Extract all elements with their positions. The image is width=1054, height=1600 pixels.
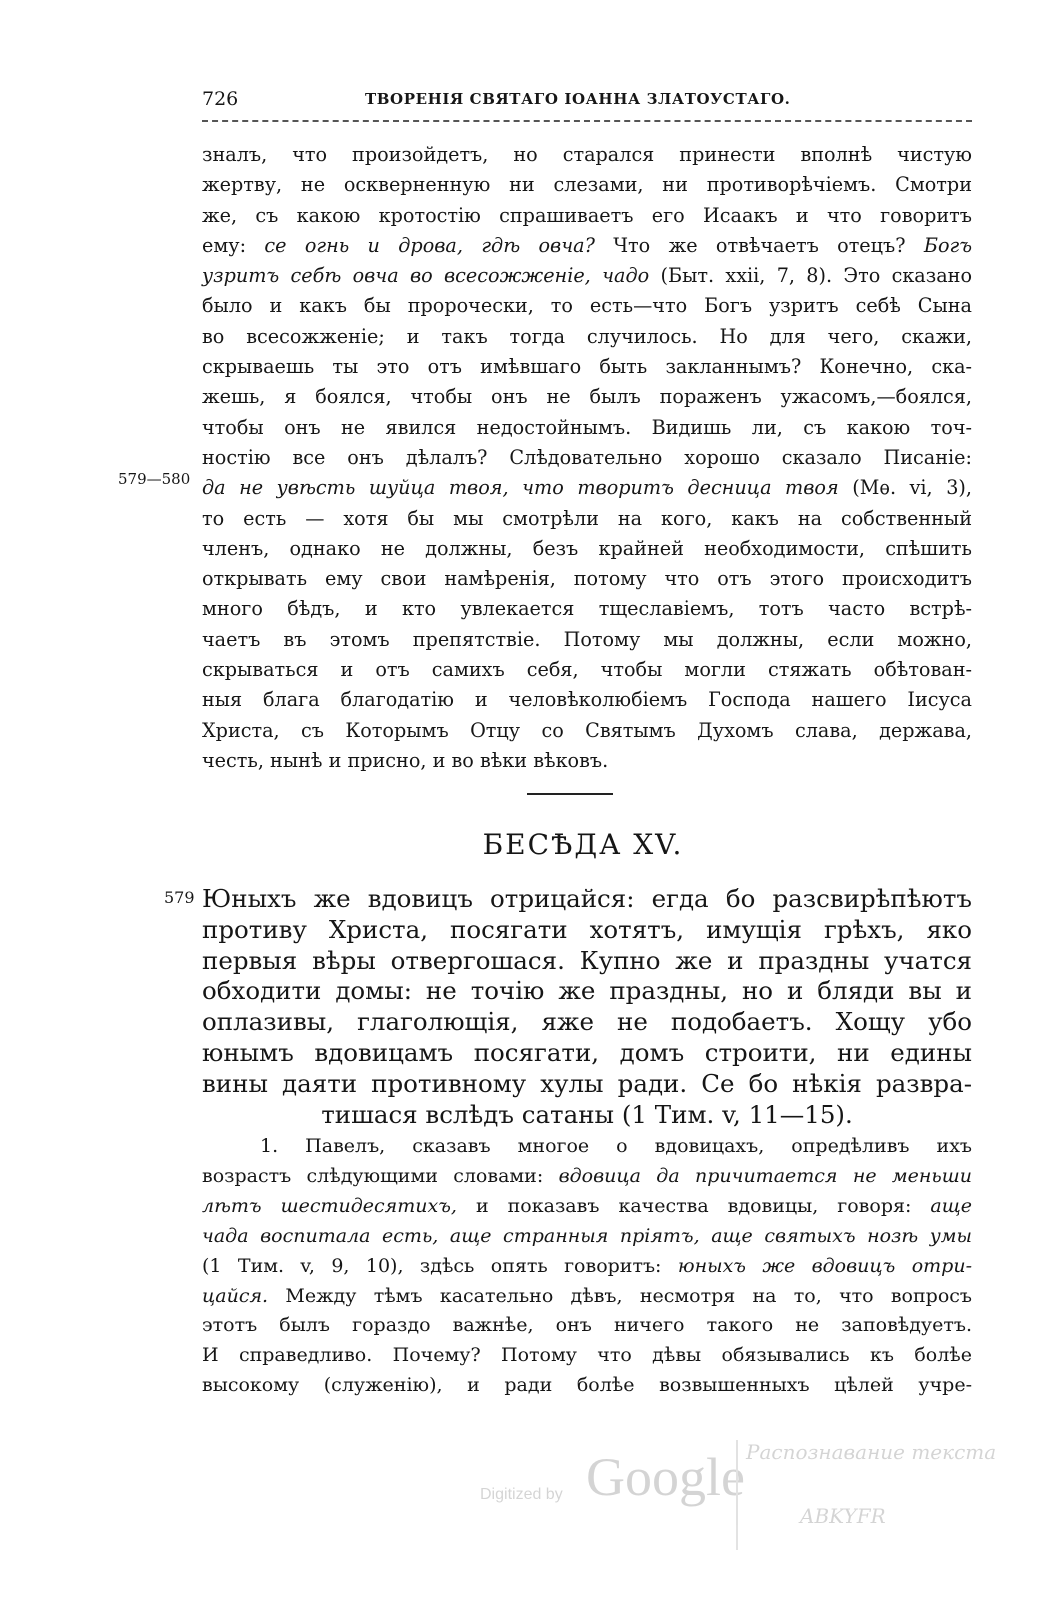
section-title-text: БЕСѢДА XV. [482, 828, 684, 861]
text-line [202, 685, 972, 715]
text-run: И справедливо. Почему? Потому что дѣвы обязывались къ болѣе [202, 1344, 972, 1367]
italic-quote: се огнь и дрова, гдѣ овча? [264, 233, 595, 257]
text-line [202, 746, 972, 776]
text-line [202, 1311, 972, 1341]
italic-quote: Богъ [923, 233, 972, 257]
margin-note-ref-2: 579 [164, 888, 195, 907]
text-run: этотъ былъ гораздо важнѣе, онъ ничего такого не заповѣдуетъ. [202, 1314, 972, 1337]
text-run: (1 Тим. v, 9, 10), здѣсь опять говоритъ: [202, 1254, 678, 1277]
text-line [202, 594, 972, 624]
text-line [202, 170, 972, 200]
text-line [202, 976, 972, 1007]
text-run: во всесожженіе; и такъ тогда случилось. Но для чего, скажи, [202, 324, 972, 348]
text-line [202, 946, 972, 977]
text-line [202, 884, 972, 915]
text-line [202, 140, 972, 170]
text-run: зналъ, что произойдетъ, но старался принести вполнѣ чистую [202, 143, 972, 166]
text-line [202, 1341, 972, 1371]
text-run: ностію все онъ дѣлалъ? Слѣдовательно хорошо сказало Писаніе: [202, 445, 972, 469]
watermark-divider [736, 1440, 738, 1550]
text-run: жертву, не оскверненную ни слезами, ни противорѣчіемъ. Смотри [202, 173, 972, 197]
text-line [202, 1162, 972, 1192]
text-line [202, 473, 972, 503]
text-run: вины даяти противному хулы ради. Се бо нѣкія развра- [202, 1068, 972, 1098]
text-line [202, 915, 972, 946]
text-run: членъ, однако не должны, безъ крайней необходимости, спѣшить [202, 536, 972, 560]
commentary-paragraph [202, 1132, 972, 1401]
text-line [202, 1282, 972, 1312]
text-line [202, 1192, 972, 1222]
text-line [202, 413, 972, 443]
italic-quote: цайся. [202, 1284, 269, 1307]
text-line [202, 1222, 972, 1252]
watermark-digitized: Digitized by [480, 1486, 563, 1503]
text-run: жешь, я боялся, чтобы онъ не былъ пораженъ ужасомъ,—боялся, [202, 385, 972, 409]
text-run: честь, нынѣ и присно, и во вѣки вѣковъ. [202, 748, 609, 772]
text-run: 1. Павелъ, сказавъ многое о вдовицахъ, опредѣливъ ихъ [260, 1135, 972, 1157]
text-line [202, 352, 972, 382]
text-run: Что же отвѣчаетъ отецъ? [594, 233, 924, 257]
running-title: ТВОРЕНІЯ СВЯТАГО ІОАННА ЗЛАТОУСТАГО. [365, 90, 791, 108]
text-run: ему: [202, 233, 265, 257]
digitization-watermark [480, 1440, 1040, 1560]
italic-quote: чада воспитала есть, аще странныя пріятъ, аще святыхъ нозѣ умы [202, 1224, 972, 1247]
text-run: то есть — хотя бы мы смотрѣли на кого, какъ на собственный [202, 506, 972, 530]
italic-quote: лѣтъ шестидесятихъ, [202, 1194, 457, 1217]
text-line [202, 625, 972, 655]
text-run: открывать ему свои намѣренія, потому что отъ этого происходитъ [202, 567, 972, 591]
text-run: высокому (служенію), и ради болѣе возвышенныхъ цѣлей учре- [202, 1374, 972, 1397]
text-run: первыя вѣры отвергошася. Купно же и праздны учатся [202, 945, 972, 975]
text-run: же, съ какою кротостію спрашиваетъ его Исаакъ и что говоритъ [202, 203, 972, 227]
text-run: чтобы онъ не явился недостойнымъ. Видишь ли, съ какою точ- [202, 415, 972, 439]
text-line [202, 1252, 972, 1282]
running-header [0, 88, 1054, 112]
text-line [202, 716, 972, 746]
text-run: Юныхъ же вдовицъ отрицайся: егда бо разсвирѣпѣютъ [202, 884, 972, 913]
text-run: чаетъ въ этомъ препятствіе. Потому мы должны, если можно, [202, 627, 972, 651]
text-run: (Быт. xxii, 7, 8). Это сказано [649, 264, 972, 288]
italic-quote: да не увѣсть шуйца твоя, что творитъ десница твоя [202, 476, 839, 500]
text-line [202, 443, 972, 473]
text-run: много бѣдъ, и кто увлекается тщеславіемъ, тотъ часто встрѣ- [202, 597, 972, 621]
text-line [202, 1007, 972, 1038]
text-run: возрастъ слѣдующими словами: [202, 1164, 559, 1187]
text-line [202, 564, 972, 594]
italic-quote: юныхъ же вдовицъ отри- [677, 1254, 972, 1277]
text-line [202, 1371, 972, 1401]
text-line [202, 231, 972, 261]
text-run: ныя блага благодатію и человѣколюбіемъ Господа нашего Іисуса [202, 688, 972, 712]
text-run: противу Христа, посягати хотятъ, имущія грѣхъ, яко [202, 914, 972, 944]
text-run: юнымъ вдовицамъ посягати, домъ строити, ни едины [202, 1037, 972, 1067]
text-run: (Мѳ. vi, 3), [838, 476, 972, 500]
watermark-google-logo: Google [586, 1447, 745, 1507]
text-run: было и какъ бы пророчески, то есть—что Богъ узритъ себѣ Сына [202, 294, 972, 318]
text-line [202, 201, 972, 231]
text-line [202, 261, 972, 291]
text-run: Между тѣмъ касательно дѣвъ, несмотря на то, что вопросъ [268, 1284, 972, 1307]
text-run: оплазивы, глаголющія, яже не подобаетъ. Хощу убо [202, 1007, 972, 1037]
text-line [202, 382, 972, 412]
text-line [202, 1132, 972, 1162]
text-line [202, 504, 972, 534]
section-title [0, 828, 1054, 861]
text-line [202, 1038, 972, 1069]
italic-quote: аще [930, 1194, 972, 1217]
header-rule [202, 120, 972, 122]
italic-quote: узритъ себѣ овча во всесожженіе, чадо [202, 264, 650, 288]
margin-note-ref: 579—580 [118, 470, 191, 488]
watermark-recognition-2: ABKYFR [800, 1504, 886, 1528]
text-line [202, 1069, 972, 1100]
text-line [202, 534, 972, 564]
scripture-quote [202, 884, 972, 1130]
text-run: скрываешь ты это отъ имѣвшаго быть закланнымъ? Конечно, ска- [202, 355, 972, 379]
text-line [202, 322, 972, 352]
text-line [202, 291, 972, 321]
text-run: тишася вслѣдъ сатаны (1 Тим. v, 11—15). [321, 1099, 853, 1129]
text-run: Христа, съ Которымъ Отцу со Святымъ Духомъ слава, держава, [202, 718, 972, 742]
text-run: обходити домы: не точію же праздны, но и бляди вы и [202, 976, 972, 1006]
section-separator [527, 793, 613, 795]
page-number: 726 [202, 88, 239, 110]
text-line [202, 1100, 972, 1131]
paragraph-continued [202, 140, 972, 776]
text-line [202, 655, 972, 685]
watermark-recognition: Распознавание текста [746, 1440, 997, 1464]
text-run: и показавъ качества вдовицы, говоря: [456, 1194, 931, 1217]
italic-quote: вдовица да причитается не меньши [558, 1164, 972, 1187]
text-run: скрываться и отъ самихъ себя, чтобы могли стяжать обѣтован- [202, 658, 972, 682]
